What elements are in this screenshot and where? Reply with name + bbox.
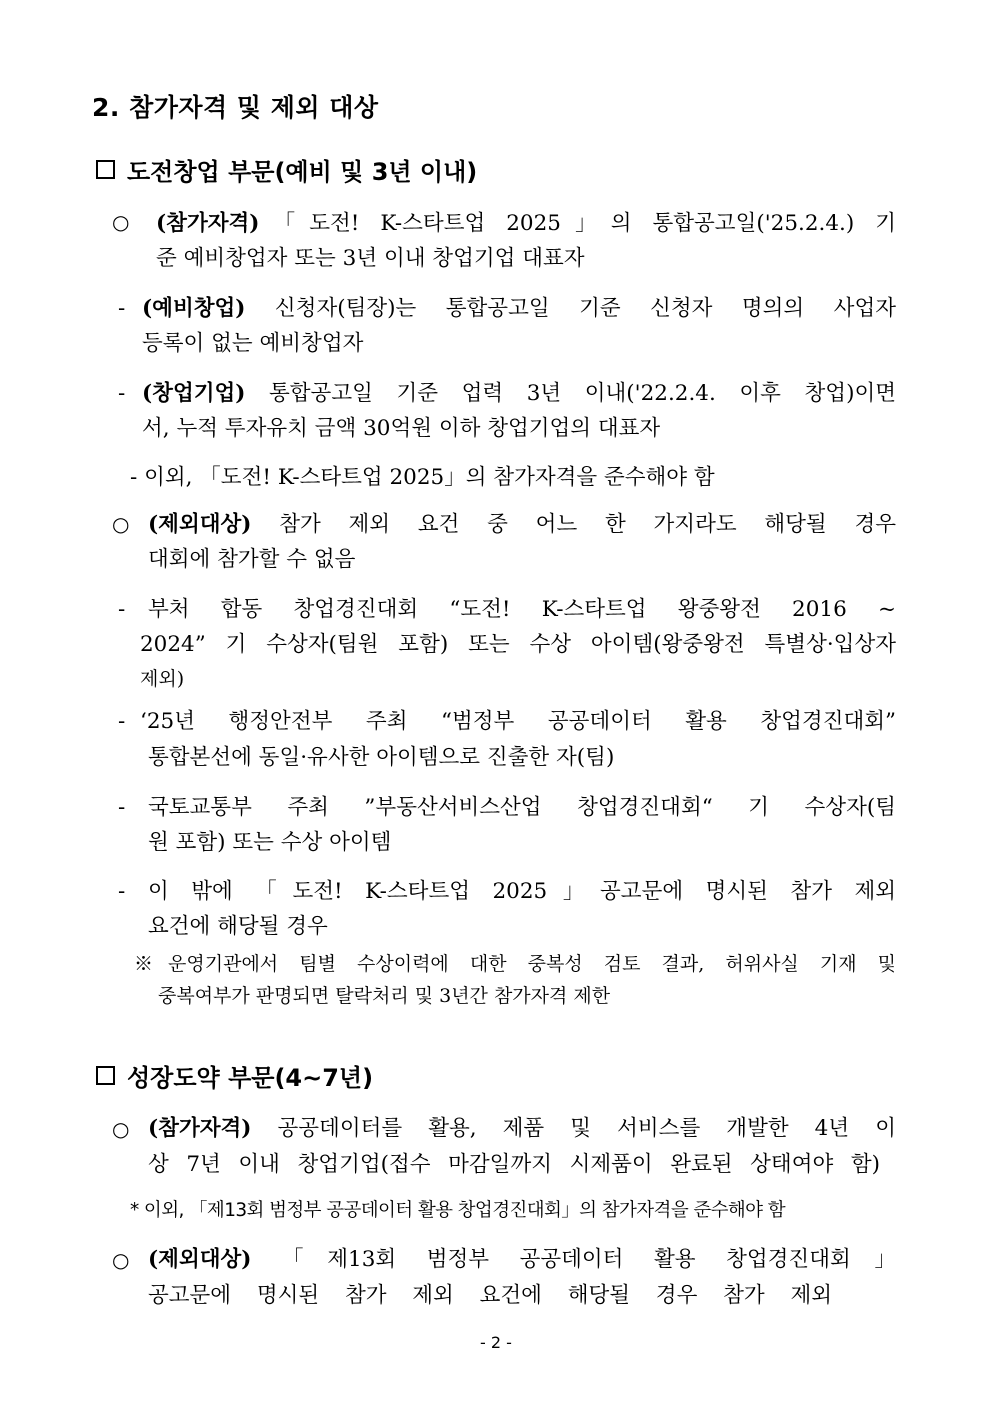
eligibility-label: (참가자격) xyxy=(156,211,260,236)
growth-heading-text: 성장도약 부문(4~7년) xyxy=(127,1064,374,1092)
growth-eligibility-line1: (참가자격) 공공데이터를 활용, 제품 및 서비스를 개발한 4년 이 xyxy=(148,1116,896,1141)
page-number: - 2 - xyxy=(480,1333,512,1352)
dash-marker: - xyxy=(118,795,126,820)
challenge-heading xyxy=(96,152,477,187)
exclusion-item-2-line2: 통합본선에 동일·유사한 아이템으로 진출한 자(팀) xyxy=(148,745,615,770)
dash-marker: - xyxy=(118,296,126,321)
growth-exclusion-line2: 공고문에 명시된 참가 제외 요건에 해당될 경우 참가 제외 xyxy=(148,1283,832,1308)
exclusion-label: (제외대상) xyxy=(148,512,252,537)
exclusion-item-2-line1: ‘25년 행정안전부 주최 “범정부 공공데이터 활용 창업경진대회” xyxy=(140,709,896,734)
startup-label: (창업기업) xyxy=(142,381,246,406)
growth-heading xyxy=(96,1058,373,1093)
growth-eligibility-line2: 상 7년 이내 창업기업(접수 마감일까지 시제품이 완료된 상태여야 함) xyxy=(148,1152,880,1177)
startup-line1: (창업기업) 통합공고일 기준 업력 3년 이내('22.2.4. 이후 창업)이면 xyxy=(142,381,896,406)
pre-startup-label: (예비창업) xyxy=(142,296,246,321)
exclusion-item-1-line2: 2024” 기 수상자(팀원 포함) 또는 수상 아이템(왕중왕전 특별상·입상자 xyxy=(140,632,896,657)
challenge-other-note: - 이외, 「도전! K-스타트업 2025」의 참가자격을 준수해야 함 xyxy=(130,465,715,490)
checkbox-square-icon xyxy=(96,1066,115,1085)
exclusion-item-1-line1: 부처 합동 창업경진대회 “도전! K-스타트업 왕중왕전 2016 ~ xyxy=(148,597,896,622)
exclusion-item-4-line2: 요건에 해당될 경우 xyxy=(148,914,328,939)
startup-line2: 서, 누적 투자유치 금액 30억원 이하 창업기업의 대표자 xyxy=(142,416,661,441)
dash-marker: - xyxy=(118,879,126,904)
bullet-icon: ○ xyxy=(112,1248,130,1272)
challenge-footnote-line1: ※운영기관에서 팀별 수상이력에 대한 중복성 검토 결과, 허위사실 기재 및 xyxy=(134,953,896,975)
challenge-exclusion-line2: 대회에 참가할 수 없음 xyxy=(148,547,356,572)
exclusion-item-1-line3: 제외) xyxy=(140,668,185,690)
bullet-icon: ○ xyxy=(112,512,130,536)
challenge-eligibility-line2: 준 예비창업자 또는 3년 이내 창업기업 대표자 xyxy=(156,246,585,271)
growth-exclusion-label: (제외대상) xyxy=(148,1247,252,1272)
growth-note: * 이외, 「제13회 범정부 공공데이터 활용 창업경진대회」의 참가자격을 준수해야 함 xyxy=(130,1200,786,1221)
dash-marker: - xyxy=(118,597,126,622)
exclusion-item-4-line1: 이 밖에 「도전! K-스타트업 2025」공고문에 명시된 참가 제외 xyxy=(148,879,896,904)
exclusion-item-3-line1: 국토교통부 주최 ”부동산서비스산업 창업경진대회“ 기 수상자(팀 xyxy=(148,795,896,820)
dash-marker: - xyxy=(118,709,126,734)
challenge-footnote-line2: 중복여부가 판명되면 탈락처리 및 3년간 참가자격 제한 xyxy=(158,985,611,1007)
checkbox-square-icon xyxy=(96,160,115,179)
dash-marker: - xyxy=(118,381,126,406)
growth-eligibility-label: (참가자격) xyxy=(148,1116,252,1141)
bullet-icon: ○ xyxy=(112,1117,130,1141)
challenge-eligibility-line1: (참가자격)「도전! K-스타트업 2025」의 통합공고일('25.2.4.) 기 xyxy=(156,211,896,236)
challenge-heading-text: 도전창업 부문(예비 및 3년 이내) xyxy=(127,158,478,186)
section-title: 2. 참가자격 및 제외 대상 xyxy=(92,93,379,122)
challenge-exclusion-line1: (제외대상) 참가 제외 요건 중 어느 한 가지라도 해당될 경우 xyxy=(148,512,896,537)
pre-startup-line2: 등록이 없는 예비창업자 xyxy=(142,331,364,356)
pre-startup-line1: (예비창업) 신청자(팀장)는 통합공고일 기준 신청자 명의의 사업자 xyxy=(142,296,896,321)
exclusion-item-3-line2: 원 포함) 또는 수상 아이템 xyxy=(148,830,392,855)
bullet-icon: ○ xyxy=(112,210,130,234)
growth-exclusion-line1: (제외대상) 「제13회 범정부 공공데이터 활용 창업경진대회」 xyxy=(148,1247,896,1272)
